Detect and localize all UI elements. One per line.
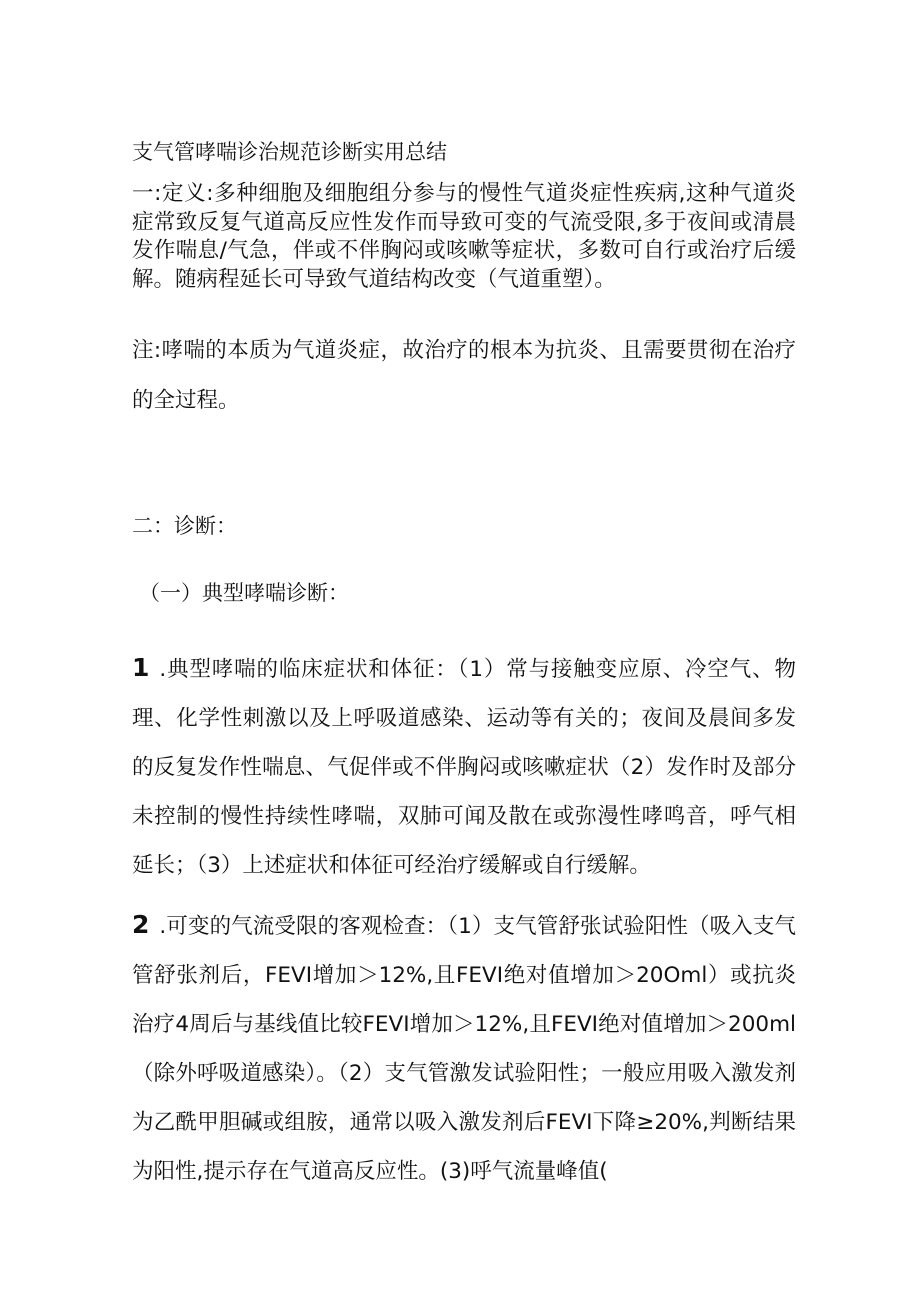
list-item [132, 643, 796, 890]
list-item [132, 900, 796, 1196]
note-paragraph: 注:哮喘的本质为气道炎症，故治疗的根本为抗炎、且需要贯彻在治疗的全过程。 [132, 338, 796, 413]
item-number: 2 [132, 910, 150, 939]
subsection-heading-typical: （一）典型哮喘诊断： [139, 581, 349, 605]
item-number: 1 [132, 653, 150, 682]
definition-paragraph: 一:定义:多种细胞及细胞组分参与的慢性气道炎症性疾病,这种气道炎症常致反复气道高反应性发作而导致可变的气流受限,多于夜间或清晨发作喘息/气急，伴或不伴胸闷或咳嗽等症状，多数可自行或治疗后缓解。随病程延长可导致气道结构改变（气道重塑）。 [132, 181, 796, 292]
item-text: .可变的气流受限的客观检查：（1）支气管舒张试验阳性（吸入支气管舒张剂后，FEVI增加＞12%,且FEVI绝对值增加＞20Oml）或抗炎治疗4周后与基线值比较FEVI增加＞12%,且FEVI绝对值增加＞200ml（除外呼吸道感染）。（2）支气管激发试验阳性；一般应用吸入激发剂为乙酰甲胆碱或组胺，通常以吸入激发剂后FEVI下降≥20%,判断结果为阳性,提示存在气道高反应性。(3)呼气流量峰值( [132, 914, 796, 1184]
document-title: 支气管哮喘诊治规范诊断实用总结 [132, 140, 447, 164]
item-text: .典型哮喘的临床症状和体征：（1）常与接触变应原、冷空气、物理、化学性刺激以及上呼吸道感染、运动等有关的；夜间及晨间多发的反复发作性喘息、气促伴或不伴胸闷或咳嗽症状（2）发作时及部分未控制的慢性持续性哮喘，双肺可闻及散在或弥漫性哮鸣音，呼气相延长；（3）上述症状和体征可经治疗缓解或自行缓解。 [132, 657, 796, 878]
section-heading-diagnosis: 二：诊断： [132, 514, 237, 538]
